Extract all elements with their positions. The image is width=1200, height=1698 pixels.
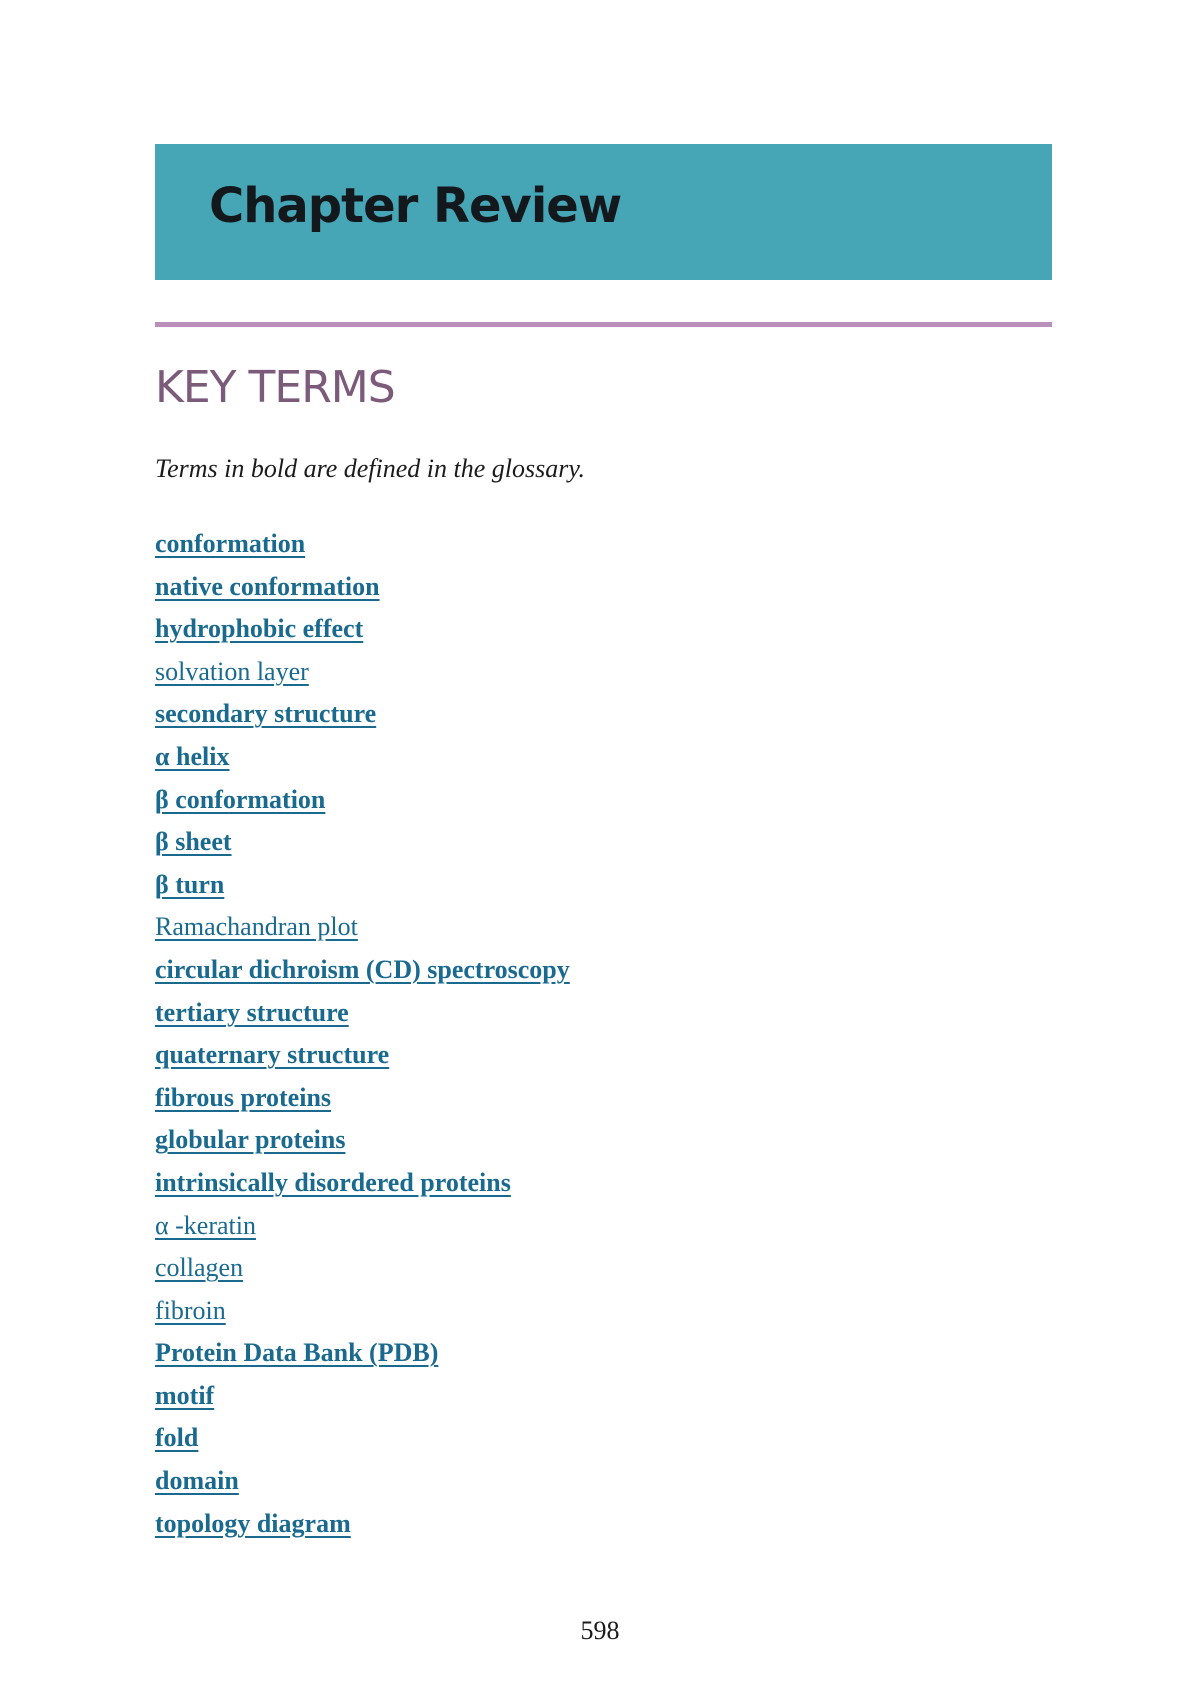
term-item (155, 1460, 570, 1503)
term-link-topology-diagram[interactable]: topology diagram (155, 1508, 351, 1538)
term-link-fibroin[interactable]: fibroin (155, 1295, 226, 1325)
term-item (155, 1034, 570, 1077)
term-item (155, 1375, 570, 1418)
term-item (155, 992, 570, 1035)
term-item (155, 779, 570, 822)
term-link-beta-sheet[interactable]: β sheet (155, 827, 232, 857)
section-divider (155, 322, 1052, 327)
term-item (155, 1290, 570, 1333)
term-item (155, 523, 570, 566)
term-link-ramachandran-plot[interactable]: Ramachandran plot (155, 912, 358, 942)
term-link-motif[interactable]: motif (155, 1380, 215, 1410)
term-item (155, 651, 570, 694)
term-item (155, 736, 570, 779)
term-item (155, 1077, 570, 1120)
key-terms-list (155, 523, 570, 1545)
term-item (155, 608, 570, 651)
term-item (155, 1417, 570, 1460)
term-item (155, 864, 570, 907)
term-link-fold[interactable]: fold (155, 1423, 199, 1453)
term-link-solvation-layer[interactable]: solvation layer (155, 656, 309, 686)
term-link-protein-data-bank[interactable]: Protein Data Bank (PDB) (155, 1338, 439, 1368)
term-item (155, 1162, 570, 1205)
key-terms-heading: KEY TERMS (155, 362, 395, 413)
term-link-collagen[interactable]: collagen (155, 1253, 244, 1283)
term-link-hydrophobic-effect[interactable]: hydrophobic effect (155, 614, 364, 644)
term-link-tertiary-structure[interactable]: tertiary structure (155, 997, 349, 1027)
term-item (155, 566, 570, 609)
term-item (155, 1503, 570, 1546)
term-item (155, 693, 570, 736)
term-item (155, 949, 570, 992)
term-item (155, 1119, 570, 1162)
term-link-beta-turn[interactable]: β turn (155, 869, 225, 899)
term-link-alpha-helix[interactable]: α helix (155, 741, 230, 771)
term-link-globular-proteins[interactable]: globular proteins (155, 1125, 346, 1155)
term-link-domain[interactable]: domain (155, 1466, 239, 1496)
term-link-quaternary-structure[interactable]: quaternary structure (155, 1040, 390, 1070)
chapter-banner (155, 144, 1052, 280)
term-link-fibrous-proteins[interactable]: fibrous proteins (155, 1082, 332, 1112)
term-link-secondary-structure[interactable]: secondary structure (155, 699, 377, 729)
chapter-title: Chapter Review (209, 178, 622, 234)
page-number: 598 (580, 1616, 620, 1645)
term-link-native-conformation[interactable]: native conformation (155, 571, 380, 601)
term-link-beta-conformation[interactable]: β conformation (155, 784, 326, 814)
term-link-circular-dichroism[interactable]: circular dichroism (CD) spectroscopy (155, 954, 570, 984)
term-link-alpha-keratin[interactable]: α -keratin (155, 1210, 256, 1240)
term-item (155, 906, 570, 949)
glossary-note: Terms in bold are defined in the glossary. (155, 454, 585, 483)
term-item (155, 1205, 570, 1248)
term-item (155, 1247, 570, 1290)
term-item (155, 821, 570, 864)
term-link-intrinsically-disordered-proteins[interactable]: intrinsically disordered proteins (155, 1167, 511, 1197)
term-item (155, 1332, 570, 1375)
term-link-conformation[interactable]: conformation (155, 529, 306, 558)
